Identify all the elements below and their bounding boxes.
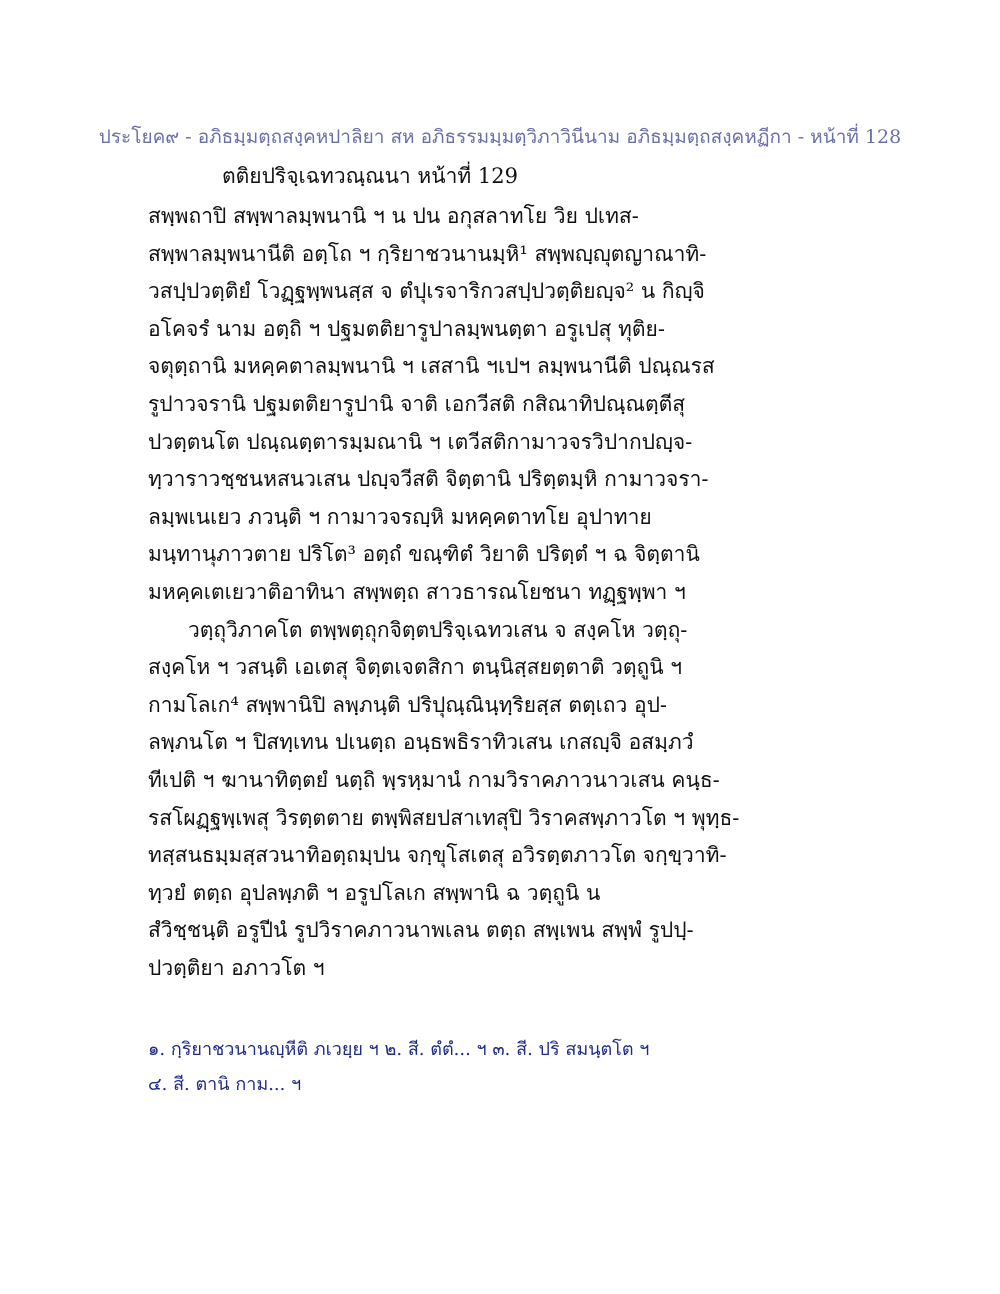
text-line: รูปาวจรานิ ปฐมตติยารูปานิ จาติ เอกวีสติ กสิณาทิปณฺณตฺตีสุ [148, 391, 686, 416]
footnotes [148, 1032, 748, 1102]
footnote-line: ๔. สี. ตานิ กาม... ฯ [148, 1074, 302, 1095]
text-line: จตุตฺถานิ มหคฺคตาลมฺพนานิ ฯ เสสานิ ฯเปฯ ลมฺพนานีติ ปณฺณรส [148, 354, 715, 379]
text-line: วสปฺปวตฺติยํ โวฏฺฐพฺพนสฺส จ ตํปุเรจาริกวสปฺปวตฺติยญฺจ² น กิญฺจิ [148, 279, 705, 304]
text-line: ทฺวาราวชฺชนหสนวเสน ปญฺจวีสติ จิตฺตานิ ปริตฺตมฺหิ กามาวจรา- [148, 467, 709, 492]
text-line: ปวตฺติยา อภาวโต ฯ [148, 955, 325, 980]
text-line: มหคฺคเตเยวาติอาทินา สพฺพตฺถ สาวธารณโยชนา ทฏฺฐพฺพา ฯ [148, 579, 686, 604]
body-text [148, 198, 748, 987]
text-line: ลพฺภนโต ฯ ปิสทฺเทน ปเนตฺถ อนฺธพธิราทิวเสน เกสญฺจิ อสมฺภวํ [148, 730, 694, 755]
text-line: ทฺวยํ ตตฺถ อุปลพฺภติ ฯ อรูปโลเก สพฺพานิ ฉ วตฺถูนิ น [148, 880, 601, 905]
text-line: สพฺพาลมฺพนานีติ อตฺโถ ฯ กฺริยาชวนานมฺหิ¹ สพฺพญฺญุตญาณาทิ- [148, 241, 707, 266]
text-line: อโคจรํ นาม อตฺถิ ฯ ปฐมตติยารูปาลมฺพนตฺตา อรูเปสุ ทุติย- [148, 316, 665, 341]
text-line: ทีเปติ ฯ ฆานาทิตฺตยํ นตฺถิ พฺรหฺมานํ กามวิราคภาวนาวเสน คนฺธ- [148, 767, 720, 792]
text-line: ทสฺสนธมฺมสฺสวนาทิอตฺถมฺปน จกฺขุโสเตสุ อวิรตฺตภาวโต จกฺขฺวาทิ- [148, 843, 727, 868]
text-line: สพฺพถาปิ สพฺพาลมฺพนานิ ฯ น ปน อกุสลาทโย วิย ปเทส- [148, 204, 639, 228]
text-line: ลมฺพเนเยว ภวนฺติ ฯ กามาวจรญฺหิ มหคฺคตาทโย อุปาทาย [148, 504, 652, 529]
text-line: มนฺทานุภาวตาย ปริโต³ อตฺถํ ขณฺฑิตํ วิยาติ ปริตฺตํ ฯ ฉ จิตฺตานิ [148, 542, 700, 567]
section-title: ตติยปริจฺเฉทวณฺณนา หน้าที่ 129 [222, 164, 518, 188]
paragraph-start-line: วตฺถุวิภาคโต ตพฺพตฺถุกจิตฺตปริจฺเฉทวเสน จ สงฺคโห วตฺถุ- [188, 617, 688, 642]
text-line: ปวตฺตนโต ปณฺณตฺตารมฺมณานิ ฯ เตวีสติกามาวจรวิปากปญฺจ- [148, 429, 693, 454]
text-line: สงฺคโห ฯ วสนฺติ เอเตสุ จิตฺตเจตสิกา ตนฺนิสฺสยตฺตาติ วตฺถูนิ ฯ [148, 655, 683, 680]
text-line: กามโลเก⁴ สพฺพานิปิ ลพฺภนฺติ ปริปุณฺณินฺทฺริยสฺส ตตฺเถว อุป- [148, 692, 668, 717]
running-header: ประโยค๙ - อภิธมฺมตฺถสงฺคหปาลิยา สห อภิธรรมมฺมตฺวิภาวินีนาม อภิธมฺมตฺถสงฺคหฏีกา - หน้าที่ 128 [98, 126, 902, 148]
text-line: รสโผฏฺฐพฺเพสุ วิรตฺตตาย ตพฺพิสยปสาเทสุปิ วิราคสพฺภาวโต ฯ พุทฺธ- [148, 805, 740, 830]
footnote-line: ๑. กฺริยาชวนานญฺหีติ ภเวยฺย ฯ ๒. สี. ตํตํ... ฯ ๓. สี. ปริ สมนฺตโต ฯ [148, 1039, 650, 1060]
text-line: สํวิชฺชนฺติ อรูปีนํ รูปวิราคภาวนาพเลน ตตฺถ สพฺเพน สพฺพํ รูปปฺ- [148, 918, 694, 943]
